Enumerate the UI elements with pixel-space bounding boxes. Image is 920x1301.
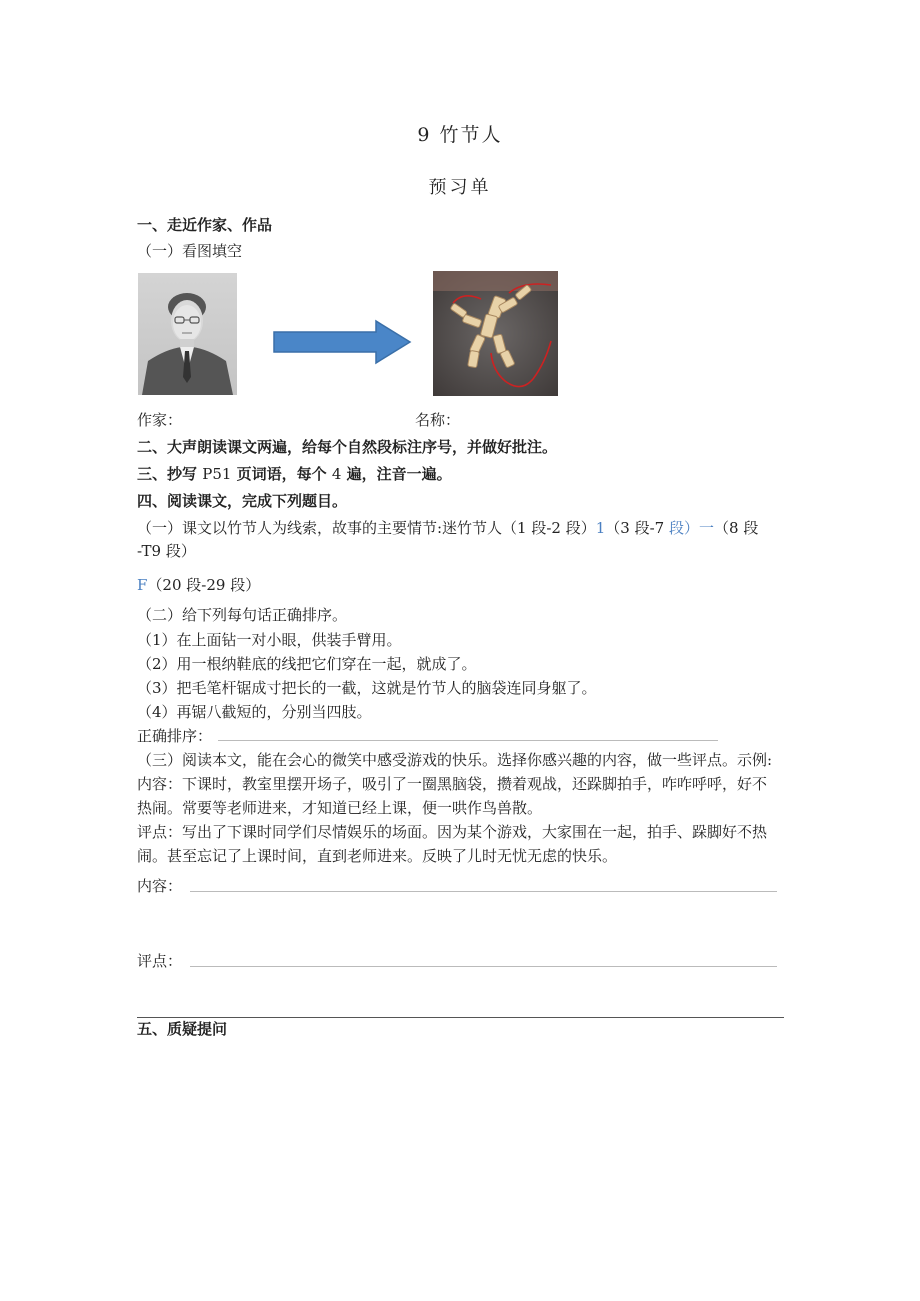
comment-example-review-cont: 闹。甚至忘记了上课时间，直到老师进来。反映了儿时无忧无虑的快乐。 — [137, 847, 618, 865]
ordering-answer-label: 正确排序： — [137, 727, 213, 745]
review-answer-line[interactable] — [190, 966, 777, 967]
author-photo — [138, 273, 237, 395]
author-label: 作家： — [137, 411, 183, 429]
comment-example-content-cont: 热闹。常要等老师进来，才知道已经上课，便一哄作鸟兽散。 — [137, 799, 543, 817]
comment-intro-line1: （三）阅读本文，能在会心的微笑中感受游戏的快乐。选择你感兴趣的内容，做一些评点。示例: — [137, 751, 773, 769]
review-label: 评点： — [137, 952, 183, 970]
plot-blank-2: F — [137, 576, 148, 594]
work-name-label: 名称： — [415, 411, 461, 429]
section-divider — [137, 1017, 784, 1018]
ordering-item: （4）再锯八截短的，分别当四肢。 — [137, 703, 372, 721]
section4-heading: 四、阅读课文，完成下列题目。 — [137, 492, 348, 510]
ordering-item: （1）在上面钻一对小眼，供装手臂用。 — [137, 631, 402, 649]
right-arrow-icon — [272, 318, 412, 366]
content-answer-line[interactable] — [190, 891, 777, 892]
ordering-item: （2）用一根纳鞋底的线把它们穿在一起，就成了。 — [137, 655, 477, 673]
section3-heading: 三、抄写 P51 页词语，每个 4 遍，注音一遍。 — [137, 465, 452, 483]
comment-example-content: 内容：下课时，教室里摆开场子，吸引了一圈黑脑袋，攒着观战，还跺脚拍手，咋咋呼呼，好不 — [137, 775, 768, 793]
content-label: 内容： — [137, 877, 183, 895]
plot-question-line2: -T9 段） — [137, 542, 196, 560]
section2-heading: 二、大声朗读课文两遍，给每个自然段标注序号，并做好批注。 — [137, 438, 558, 456]
page-title: 9 竹节人 — [417, 124, 503, 146]
comment-example-review: 评点：写出了下课时同学们尽情娱乐的场面。因为某个游戏，大家围在一起，拍手、跺脚好不热 — [137, 823, 768, 841]
plot-blank-1: 1 — [595, 519, 606, 537]
ordering-item: （3）把毛笔杆锯成寸把长的一截，这就是竹节人的脑袋连同身躯了。 — [137, 679, 597, 697]
bamboo-figure-photo — [433, 271, 558, 396]
plot-question-line1: （一）课文以竹节人为线索，故事的主要情节:迷竹节人（1 段-2 段）1（3 段-7 段）一（8 段 — [137, 519, 759, 537]
page-subtitle: 预习单 — [428, 177, 492, 198]
ordering-answer-line[interactable] — [218, 740, 718, 741]
ordering-heading: （二）给下列每句话正确排序。 — [137, 606, 348, 624]
section1-subheading: （一）看图填空 — [137, 242, 243, 260]
section1-heading: 一、走近作家、作品 — [137, 216, 273, 234]
section5-heading: 五、质疑提问 — [137, 1020, 228, 1038]
plot-question-line3: F（20 段-29 段） — [137, 576, 261, 594]
